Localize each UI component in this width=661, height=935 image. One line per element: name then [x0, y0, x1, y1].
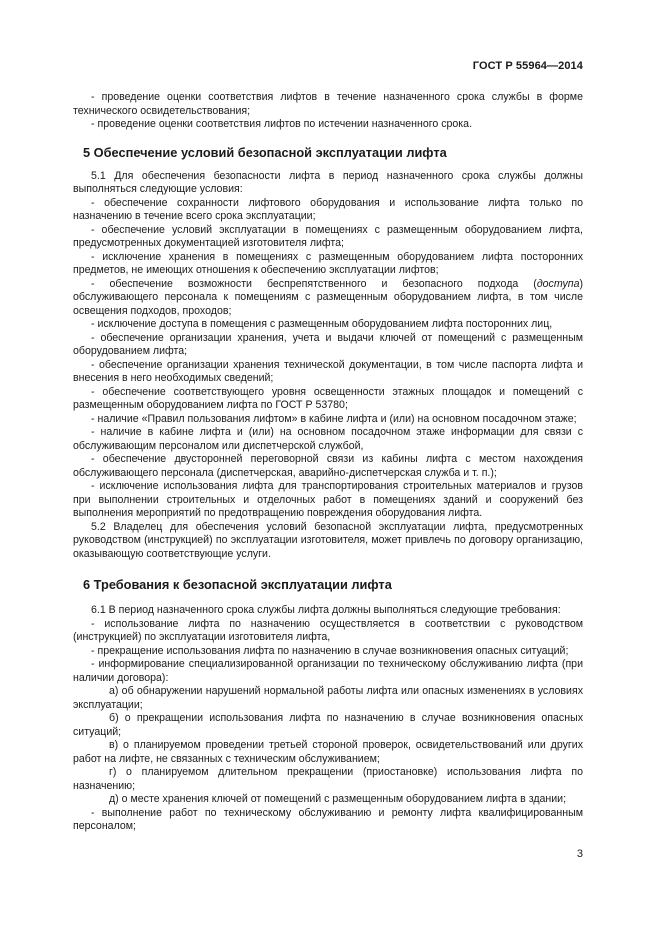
- list-item: - обеспечение сохранности лифтового оборудования и использование лифта только по назначению в течение всего срока эксплуатации;: [73, 196, 583, 222]
- intro-item-2: - проведение оценки соответствия лифтов по истечении назначенного срока.: [91, 118, 473, 130]
- document-header: ГОСТ Р 55964—2014: [472, 60, 583, 72]
- access-text-after: ) обслуживающего персонала к помещениям с размещенным оборудованием лифта, в том числе освещения подходов, проходов;: [73, 277, 583, 317]
- list-item: - использование лифта по назначению осуществляется в соответствии с руководством (инструкцией) по эксплуатации изготовителя лифта,: [73, 617, 583, 643]
- list-item: - информирование специализированной организации по техническому обслуживанию лифта (при наличии договора):: [73, 658, 583, 684]
- list-item: - обеспечение организации хранения, учета и выдачи ключей от помещений с размещенным оборудованием лифта;: [73, 331, 583, 357]
- intro-item-1: - проведение оценки соответствия лифтов в течение назначенного срока службы в форме технического освидетельствования;: [73, 91, 583, 117]
- list-item: - обеспечение условий эксплуатации в помещениях с размещенным оборудованием лифта, предусмотренных документацией изготовителя лифта;: [73, 223, 583, 249]
- list-item: - наличие в кабине лифта и (или) на основном посадочном этаже информации для связи с обслуживающим персоналом или диспетчерской службой,: [73, 426, 583, 452]
- list-item-access: [73, 278, 583, 319]
- access-emphasis: доступа: [536, 277, 580, 290]
- list-item: - исключение доступа в помещения с размещенным оборудованием лифта посторонних лиц,: [91, 318, 553, 330]
- list-item: - наличие «Правил пользования лифтом» в кабине лифта и (или) на основном посадочном этаже;: [91, 412, 577, 425]
- list-item: - обеспечение соответствующего уровня освещенности этажных площадок и помещений с размещенным оборудованием лифта по ГОСТ Р 53780;: [73, 385, 583, 411]
- list-item: - прекращение использования лифта по назначению в случае возникновения опасных ситуаций;: [91, 644, 569, 657]
- list-item: - исключение хранения в помещениях с размещенным оборудованием лифта посторонних предметов, не имеющих отношения к обеспечению эксплуатации лифтов;: [73, 250, 583, 276]
- clause-5-2: 5.2 Владелец для обеспечения условий безопасной эксплуатации лифта, предусмотренных руководством (инструкцией) по эксплуатации изготовителя, может привлечь по договору организацию, оказывающую соответствующие услуги.: [73, 520, 583, 560]
- sub-item-v: в) о планируемом проведении третьей стороной проверок, освидетельствований или других работ на лифте, не связанных с техническим обслуживанием;: [73, 739, 583, 765]
- sub-item-b: б) о прекращении использования лифта по назначению в случае возникновения опасных ситуаций;: [73, 712, 583, 738]
- page-number: 3: [576, 848, 583, 860]
- clause-5-1: 5.1 Для обеспечения безопасности лифта в период назначенного срока службы должны выполняться следующие условия:: [73, 169, 583, 195]
- list-item: - обеспечение организации хранения технической документации, в том числе паспорта лифта и внесения в него необходимых сведений;: [73, 358, 583, 384]
- sub-item-g: г) о планируемом длительном прекращении (приостановке) использования лифта по назначению;: [73, 766, 583, 792]
- access-text-before: - обеспечение возможности беспрепятственного и безопасного подхода (: [91, 277, 537, 290]
- section-5-heading: 5 Обеспечение условий безопасной эксплуатации лифта: [83, 144, 447, 160]
- list-item: - выполнение работ по техническому обслуживанию и ремонту лифта квалифицированным персоналом;: [73, 806, 583, 832]
- document-body: [73, 91, 583, 834]
- sub-item-a: а) об обнаружении нарушений нормальной работы лифта или опасных изменениях в условиях эксплуатации;: [73, 685, 583, 711]
- clause-6-1: 6.1 В период назначенного срока службы лифта должны выполняться следующие требования:: [91, 604, 561, 616]
- list-item: - обеспечение двусторонней переговорной связи из кабины лифта с местом нахождения обслуживающего персонала (диспетчерская, аварийно-диспетчерская служба и т. п.);: [73, 453, 583, 479]
- section-6-heading: 6 Требования к безопасной эксплуатации лифта: [83, 577, 392, 592]
- list-item: - исключение использования лифта для транспортирования строительных материалов и грузов при выполнении строительных и отделочных работ в помещениях зданий и сооружений без выполнения мероприятий по предотвращению повреждения оборудования лифта.: [73, 480, 583, 519]
- sub-item-d: д) о месте хранения ключей от помещений с размещенным оборудованием лифта в здании;: [109, 793, 567, 805]
